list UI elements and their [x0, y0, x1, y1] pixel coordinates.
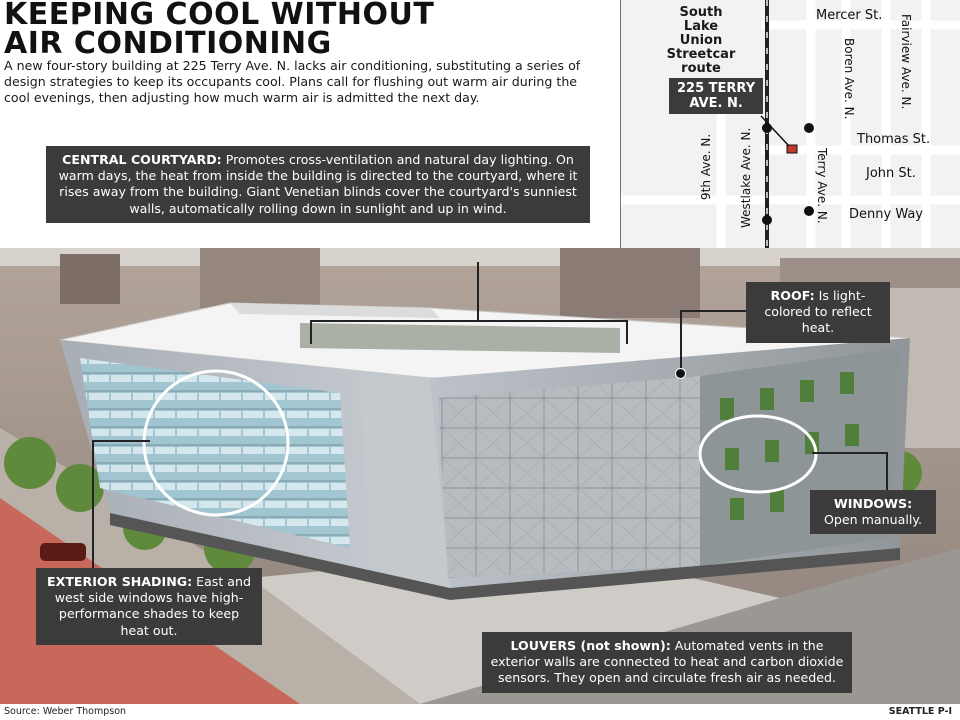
leader-line [886, 452, 888, 492]
streetcar-label-line: Streetcar [666, 47, 736, 62]
leader-line [812, 452, 888, 454]
callout-text: Promotes cross-ventilation and natural day lighting. On warm days, the heat from inside the building is directed to the courtyard, where it rises away from the building. Giant Venetian blinds cover the courtyard's sunniest walls, automatically rolling down in sunlight and up in wind. [58, 152, 578, 216]
callout-text: Open manually. [824, 512, 922, 528]
streetcar-stop [804, 206, 814, 216]
leader-line [626, 320, 628, 344]
callout-windows [810, 490, 936, 534]
intro-text: A new four-story building at 225 Terry Ave. N. lacks air conditioning, substituting a series of design strategies to keep its occupants cool. Plans call for flushing out warm air during the cool evenings, then adjusting how much warm air is admitted the next day. [4, 58, 581, 105]
callout-central-courtyard [46, 146, 590, 223]
callout-text: Automated vents in the exterior walls are connected to heat and carbon dioxide sensors. They open and circulate fresh air as needed. [490, 638, 844, 686]
callout-title: WINDOWS: [833, 496, 913, 511]
leader-line [310, 320, 312, 344]
callout-text: Is light-colored to reflect heat. [764, 288, 872, 336]
callout-louvers [482, 632, 852, 693]
leader-line [680, 310, 750, 312]
streetcar-label-line: route [681, 61, 721, 76]
leader-line [310, 320, 628, 322]
source-credit: Source: Weber Thompson [4, 706, 127, 717]
leader-line [92, 440, 150, 442]
callout-title: ROOF: [770, 288, 815, 303]
leader-line [92, 440, 94, 570]
leader-line [477, 262, 479, 322]
callout-roof [746, 282, 890, 343]
address-label-line: 225 TERRY [677, 81, 756, 96]
streetcar-label-line: South [679, 5, 723, 20]
headline-line-2: AIR CONDITIONING [4, 26, 332, 61]
publisher-credit: SEATTLE P-I [888, 706, 952, 717]
callout-title: EXTERIOR SHADING: [47, 574, 193, 589]
streetcar-label [661, 6, 741, 76]
address-label-line: AVE. N. [689, 96, 743, 111]
street-thomas: Thomas St. [857, 132, 931, 147]
street-fairview: Fairview Ave. N. [899, 14, 913, 110]
street-denny: Denny Way [849, 207, 923, 222]
headline-line-1: KEEPING COOL WITHOUT [4, 0, 435, 32]
address-label [669, 78, 763, 114]
streetcar-label-line: Lake Union [679, 19, 723, 48]
street-terry: Terry Ave. N. [815, 148, 829, 224]
callout-text: East and west side windows have high-performance shades to keep heat out. [54, 574, 251, 638]
streetcar-stop [762, 123, 772, 133]
street-boren: Boren Ave. N. [842, 38, 856, 120]
street-john: John St. [866, 166, 916, 181]
street-westlake: Westlake Ave. N. [739, 127, 753, 228]
locator-map [620, 0, 960, 249]
callout-title: LOUVERS (not shown): [510, 638, 671, 653]
leader-line [680, 310, 682, 372]
street-mercer: Mercer St. [816, 8, 883, 23]
streetcar-stop [762, 215, 772, 225]
callout-exterior-shading [36, 568, 262, 645]
headline [4, 0, 604, 61]
callout-title: CENTRAL COURTYARD: [62, 152, 222, 167]
leader-dot [675, 368, 686, 379]
street-ninth: 9th Ave. N. [699, 133, 713, 200]
streetcar-stop [804, 123, 814, 133]
